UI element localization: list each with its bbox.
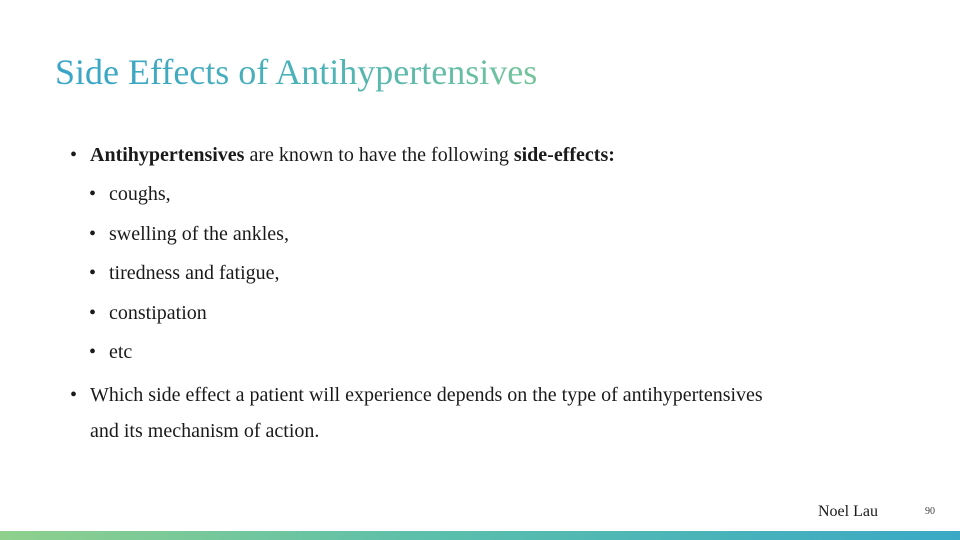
list-item: [89, 221, 900, 247]
side-effect-text: etc: [109, 341, 133, 363]
bullet-dot-icon: •: [70, 144, 78, 166]
intro-middle: are known to have the following: [244, 144, 514, 166]
intro-emph: side-effects:: [513, 144, 615, 166]
bullet-dot-icon: •: [70, 384, 78, 406]
slide-body: [70, 142, 900, 449]
list-item: [89, 260, 900, 286]
conclusion-line-1: Which side effect a patient will experience depends on the type of antihypertensives: [90, 384, 763, 406]
list-item: [89, 181, 900, 207]
page-number: 90: [925, 506, 935, 517]
side-effect-text: tiredness and fatigue,: [109, 262, 280, 284]
bullet-dot-icon: •: [89, 341, 97, 363]
bullet-conclusion: [70, 377, 900, 449]
slide-title: Side Effects of Antihypertensives: [55, 48, 537, 96]
bullet-intro: [70, 142, 900, 168]
list-item: [89, 300, 900, 326]
side-effect-text: coughs,: [109, 183, 171, 205]
conclusion-line-2: and its mechanism of action.: [90, 420, 320, 442]
side-effect-text: constipation: [109, 301, 207, 324]
bullet-dot-icon: •: [89, 222, 97, 245]
side-effects-list: [89, 181, 900, 365]
intro-term: Antihypertensives: [90, 144, 245, 166]
footer-author: Noel Lau: [818, 503, 878, 520]
bullet-dot-icon: •: [89, 262, 97, 284]
bullet-dot-icon: •: [89, 183, 97, 205]
list-item: [89, 339, 900, 365]
bullet-dot-icon: •: [89, 301, 97, 324]
bottom-gradient-bar: [0, 531, 960, 540]
side-effect-text: swelling of the ankles,: [109, 222, 289, 245]
